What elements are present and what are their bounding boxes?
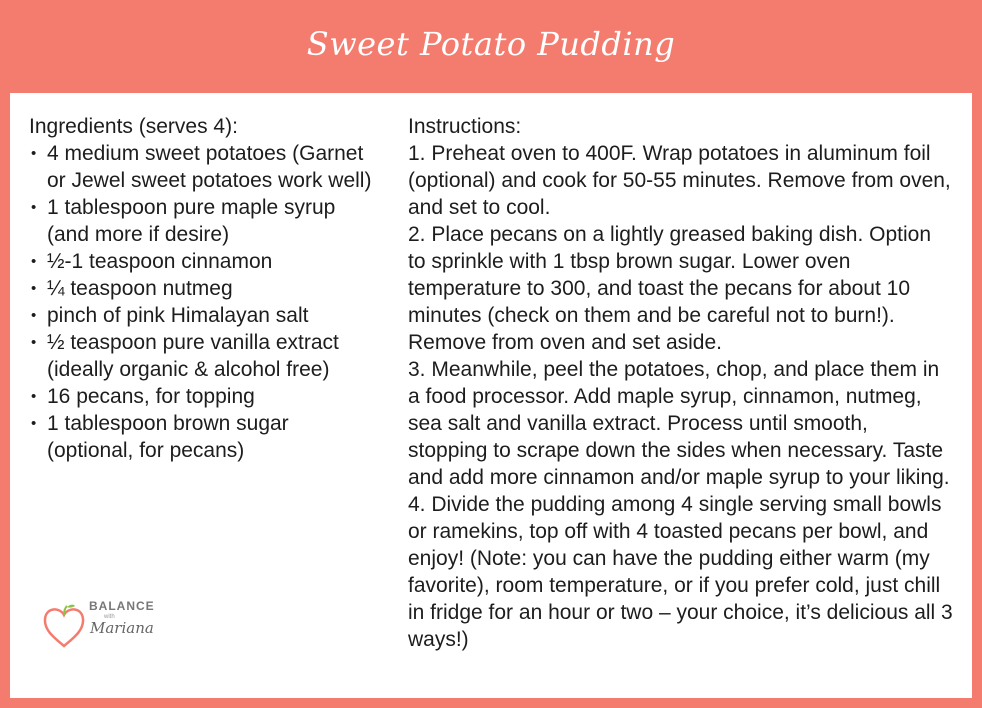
ingredient-item: • pinch of pink Himalayan salt xyxy=(31,304,309,327)
brand-logo xyxy=(42,599,172,651)
bullet-icon: • xyxy=(31,307,37,324)
ingredient-item: • 4 medium sweet potatoes (Garnet or Jewel sweet potatoes work well) xyxy=(31,142,372,192)
ingredients-list xyxy=(29,140,374,464)
logo-text-mariana: Mariana xyxy=(90,619,154,637)
recipe-card xyxy=(10,93,972,698)
ingredients-heading: Ingredients (serves 4): xyxy=(29,115,238,138)
ingredient-item: • 1 tablespoon pure maple syrup (and more if desire) xyxy=(31,196,336,246)
heart-apple-icon xyxy=(42,603,86,649)
logo-text-balance: BALANCE xyxy=(89,599,155,613)
instruction-step: 3. Meanwhile, peel the potatoes, chop, and place them in a food processor. Add maple syrup, cinnamon, nutmeg, sea salt and vanilla extract. Process until smooth, stopping to scrape down the sides when necessary. Taste and add more cinnamon and/or maple syrup to your liking. xyxy=(408,358,950,489)
bullet-icon: • xyxy=(31,388,37,405)
instruction-step: 4. Divide the pudding among 4 single serving small bowls or ramekins, top off with 4 toasted pecans per bowl, and enjoy! (Note: you can have the pudding either warm (my favorite), room temperature, or if you prefer cold, just chill in fridge for an hour or two – your choice, it’s delicious all 3 ways!) xyxy=(408,493,953,651)
instruction-step: 1. Preheat oven to 400F. Wrap potatoes in aluminum foil (optional) and cook for 50-55 minutes. Remove from oven, and set to cool. xyxy=(408,142,951,219)
ingredient-item: • 1 tablespoon brown sugar (optional, for pecans) xyxy=(31,412,289,462)
ingredient-item: • 16 pecans, for topping xyxy=(31,385,255,408)
instruction-step: 2. Place pecans on a lightly greased baking dish. Option to sprinkle with 1 tbsp brown sugar. Lower oven temperature to 300, and toast the pecans for about 10 minutes (check on them and be careful not to burn!). Remove from oven and set aside. xyxy=(408,223,932,354)
recipe-title: Sweet Potato Pudding xyxy=(306,25,676,63)
bullet-icon: • xyxy=(31,280,37,297)
bullet-icon: • xyxy=(31,199,37,216)
bullet-icon: • xyxy=(31,334,37,351)
ingredient-item: • ½-1 teaspoon cinnamon xyxy=(31,250,273,273)
bullet-icon: • xyxy=(31,415,37,432)
bullet-icon: • xyxy=(31,145,37,162)
logo-text-with: with xyxy=(104,614,115,620)
ingredients-section xyxy=(29,113,374,464)
ingredient-item: • ½ teaspoon pure vanilla extract (ideally organic & alcohol free) xyxy=(31,331,339,381)
ingredient-item: • ¼ teaspoon nutmeg xyxy=(31,277,233,300)
instructions-heading: Instructions: xyxy=(408,115,522,138)
bullet-icon: • xyxy=(31,253,37,270)
instructions-section xyxy=(408,113,953,653)
